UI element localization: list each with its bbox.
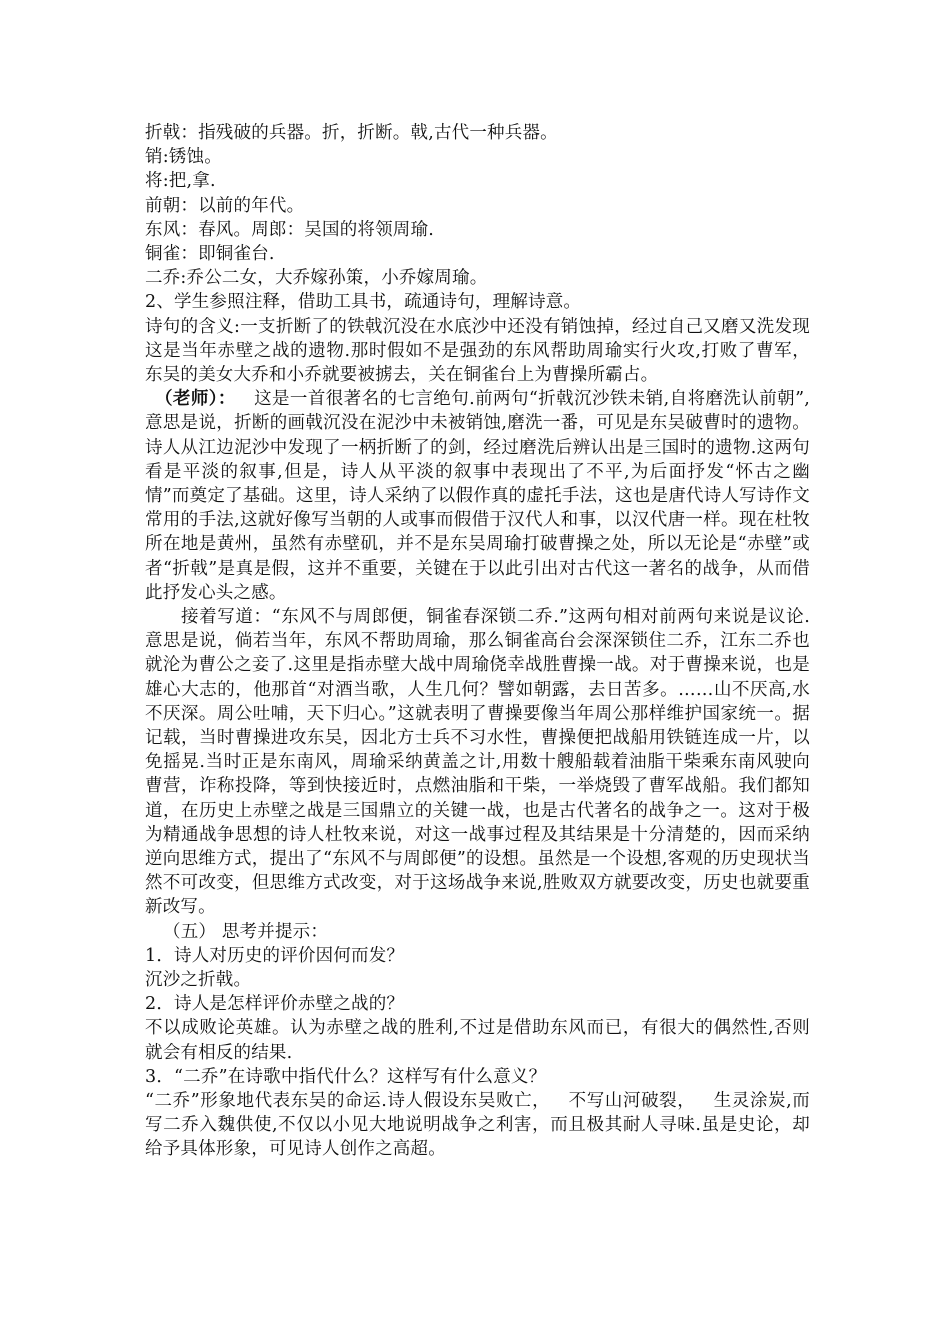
note-tongque: 铜雀：即铜雀台. [145, 243, 275, 264]
answer-2: 不以成败论英雄。认为赤壁之战的胜利,不过是借助东风而已，有很大的偶然性,否则就会有相反的结果. [145, 1018, 810, 1063]
poem-meaning-paragraph: 诗句的含义:一支折断了的铁戟沉没在水底沙中还没有销蚀掉，经过自己又磨又洗发现这是当年赤壁之战的遗物.那时假如不是强劲的东风帮助周瑜实行火攻,打败了曹军，东吴的美女大乔和小乔就要被掳去，关在铜雀台上为曹操所霸占。 [145, 316, 810, 385]
answer-1: 沉沙之折戟。 [145, 969, 252, 990]
note-xiao: 销:锈蚀。 [145, 147, 222, 168]
question-2: 2．诗人是怎样评价赤壁之战的？ [145, 994, 405, 1015]
teacher-paragraph [145, 387, 810, 605]
analysis-paragraph: 接着写道：“东风不与周郎便，铜雀春深锁二乔.”这两句相对前两句来说是议论.意思是说，倘若当年，东风不帮助周瑜，那么铜雀高台会深深锁住二乔，江东二乔也就沦为曹公之妾了.这里是指赤壁大战中周瑜侥幸战胜曹操一战。对于曹操来说，也是雄心大志的，他那首“对酒当歌，人生几何？譬如朝露，去日苦多。……山不厌高,水不厌深。周公吐哺，天下归心。”这就表明了曹操要像当年周公那样维护国家统一。据记载，当时曹操进攻东吴，因北方士兵不习水性，曹操便把战船用铁链连成一片，以免摇晃.当时正是东南风，周瑜采纳黄盖之计,用数十艘船载着油脂干柴乘东南风驶向曹营，诈称投降，等到快接近时，点燃油脂和干柴，一举烧毁了曹军战船。我们都知道，在历史上赤壁之战是三国鼎立的关键一战，也是古代著名的战争之一。这对于极为精通战争思想的诗人杜牧来说，对这一战事过程及其结果是十分清楚的，因而采纳逆向思维方式，提出了“东风不与周郎便”的设想。虽然是一个设想,客观的历史现状当然不可改变，但思维方式改变，对于这场战争来说,胜败双方就要改变，历史也就要重新改写。 [145, 606, 810, 918]
note-qianchao: 前朝：以前的年代。 [145, 195, 305, 216]
answer-3-part-3: 生灵涂炭,而写二乔入魏供使,不仅以小见大地说明战争之利害，而且极其耐人寻味.虽是史论，却给予具体形象，可见诗人创作之高超。 [145, 1090, 811, 1160]
document-body [145, 121, 810, 1162]
answer-3 [145, 1089, 810, 1162]
note-jiang: 将:把,拿. [145, 171, 216, 192]
teacher-label: （老师）： [155, 389, 236, 410]
note-dongfeng: 东风：春风。周郎：吴国的将领周瑜. [145, 219, 434, 240]
step-2-heading: 2、学生参照注释，借助工具书，疏通诗句，理解诗意。 [145, 292, 582, 313]
section-5-heading: （五） 思考并提示： [163, 921, 329, 942]
note-zheji: 折戟：指残破的兵器。折，折断。戟,古代一种兵器。 [145, 123, 558, 143]
teacher-text: 这是一首很著名的七言绝句.前两句“折戟沉沙铁未销,自将磨洗认前朝”,意思是说，折断的画戟沉没在泥沙中未被销蚀,磨洗一番，可见是东吴破曹时的遗物。诗人从江边泥沙中发现了一柄折断了的剑，经过磨洗后辨认出是三国时的遗物.这两句看是平淡的叙事,但是，诗人从平淡的叙事中表现出了不平,为后面抒发“怀古之幽情”而奠定了基础。这里，诗人采纳了以假作真的虚托手法，这也是唐代诗人写诗作文常用的手法,这就好像写当朝的人或事而假借于汉代人和事，以汉代唐一样。现在杜牧所在地是黄州，虽然有赤壁矶，并不是东吴周瑜打破曹操之处，所以无论是“赤壁”或者“折戟”是真是假，这并不重要，关键在于以此引出对古代这一著名的战争，从而借此抒发心头之感。 [145, 389, 810, 603]
answer-3-part-1: “二乔”形象地代表东吴的命运.诗人假设东吴败亡， [145, 1090, 551, 1111]
answer-3-part-2: 不写山河破裂， [568, 1090, 696, 1111]
note-erqiao: 二乔:乔公二女，大乔嫁孙策，小乔嫁周瑜。 [145, 268, 488, 289]
question-1: 1．诗人对历史的评价因何而发？ [145, 945, 405, 966]
question-3: 3．“二乔”在诗歌中指代什么？这样写有什么意义？ [145, 1066, 547, 1087]
